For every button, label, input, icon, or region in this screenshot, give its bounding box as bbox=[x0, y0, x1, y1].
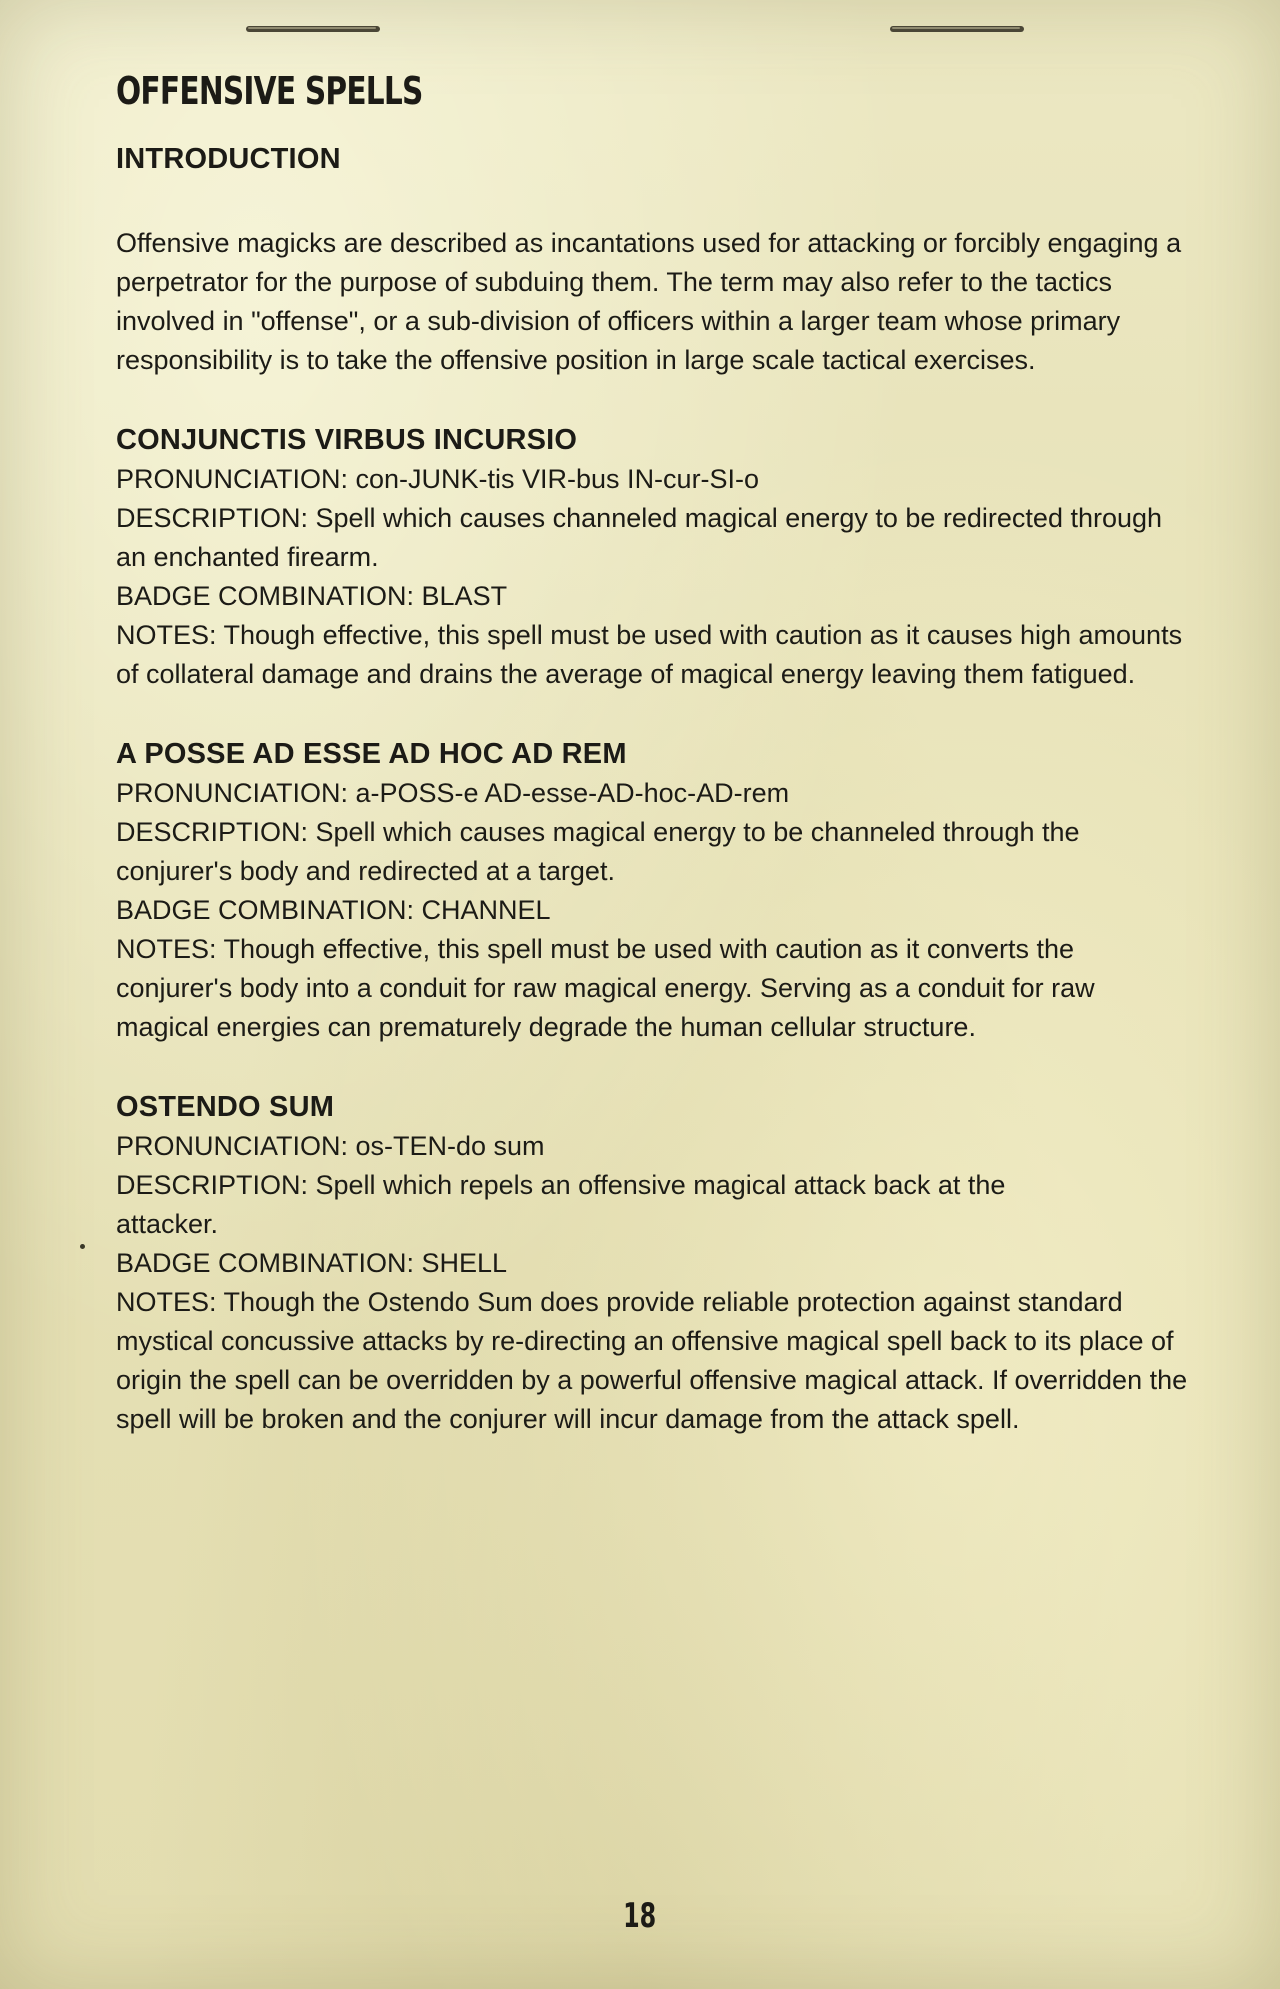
spell-pronunciation: PRONUNCIATION: con-JUNK-tis VIR-bus IN-cur-SI-o bbox=[116, 464, 760, 494]
spell-name: OSTENDO SUM bbox=[116, 1091, 335, 1123]
margin-dot bbox=[80, 1244, 85, 1249]
spell-pronunciation: PRONUNCIATION: os-TEN-do sum bbox=[116, 1131, 545, 1161]
spell-badge-combination: BADGE COMBINATION: BLAST bbox=[116, 581, 508, 611]
spell-name: CONJUNCTIS VIRBUS INCURSIO bbox=[116, 424, 578, 456]
spell-notes: NOTES: Though effective, this spell must be used with caution as it converts the conjurer's body into a conduit for raw magical energy. Serving as a conduit for raw magical energies can prematurely degrade the human cellular structure. bbox=[116, 934, 1095, 1042]
spell-entry bbox=[116, 1088, 1190, 1439]
spell-badge-combination: BADGE COMBINATION: SHELL bbox=[116, 1248, 508, 1278]
intro-section bbox=[116, 140, 1190, 380]
binder-tab-left-icon bbox=[244, 22, 384, 36]
spell-name: A POSSE AD ESSE AD HOC AD REM bbox=[116, 738, 627, 770]
intro-text: Offensive magicks are described as incantations used for attacking or forcibly engaging a perpetrator for the purpose of subduing them. The term may also refer to the tactics involved in "offense", or a sub-division of officers within a larger team whose primary responsibility is to take the offensive position in large scale tactical exercises. bbox=[116, 228, 1182, 375]
spell-entry bbox=[116, 735, 1190, 1047]
spell-description: DESCRIPTION: Spell which causes magical energy to be channeled through the conjurer's body and redirected at a target. bbox=[116, 817, 1080, 886]
spell-badge-combination: BADGE COMBINATION: CHANNEL bbox=[116, 895, 551, 925]
page-content bbox=[116, 64, 1190, 1439]
spell-notes: NOTES: Though effective, this spell must be used with caution as it causes high amounts of collateral damage and drains the average of magical energy leaving them fatigued. bbox=[116, 620, 1183, 689]
spell-description: DESCRIPTION: Spell which causes channeled magical energy to be redirected through an enchanted firearm. bbox=[116, 503, 1163, 572]
spell-entry bbox=[116, 421, 1190, 694]
spell-description: DESCRIPTION: Spell which repels an offensive magical attack back at the attacker. bbox=[116, 1170, 1006, 1239]
page-number bbox=[0, 1896, 1280, 1936]
intro-heading: INTRODUCTION bbox=[116, 143, 341, 175]
binder-tab-right-icon bbox=[888, 22, 1028, 36]
spell-pronunciation: PRONUNCIATION: a-POSS-e AD-esse-AD-hoc-AD-rem bbox=[116, 778, 790, 808]
spell-notes: NOTES: Though the Ostendo Sum does provide reliable protection against standard mystical concussive attacks by re-directing an offensive magical spell back to its place of origin the spell can be overridden by a powerful offensive magical attack. If overridden the spell will be broken and the conjurer will incur damage from the attack spell. bbox=[116, 1287, 1188, 1434]
page-title: OFFENSIVE SPELLS bbox=[116, 69, 423, 113]
page-number-text: 18 bbox=[623, 1896, 657, 1936]
